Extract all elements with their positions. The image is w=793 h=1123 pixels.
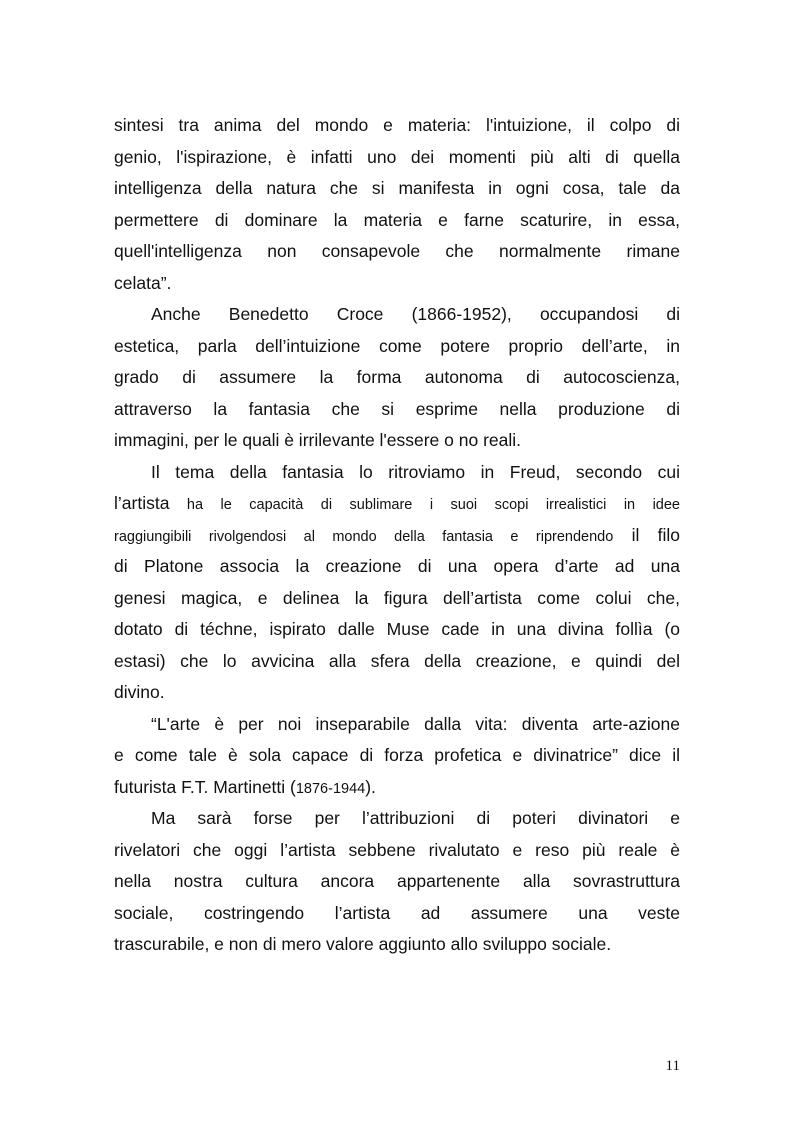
text-line: dotato di téchne, ispirato dalle Muse cade in una divina follìa (o <box>114 619 680 639</box>
text-line: estasi) che lo avvicina alla sfera della creazione, e quindi del <box>114 650 680 671</box>
text-segment: ). <box>365 776 376 797</box>
text-line <box>114 772 680 804</box>
text-line: quell'intelligenza non consapevole che normalmente rimane <box>114 241 680 261</box>
text-line <box>114 488 680 520</box>
text-segment: l’artista <box>114 493 170 513</box>
text-line: genio, l'ispirazione, è infatti uno dei momenti più alti di quella <box>114 146 680 167</box>
text-segment-small: 1876-1944 <box>295 780 366 797</box>
text-line: attraverso la fantasia che si esprime nella produzione di <box>114 398 680 419</box>
text-segment: il filo <box>613 524 680 545</box>
text-segment-small: ha le capacità di sublimare i suoi scopi irrealistici in idee <box>169 497 680 513</box>
text-line: nella nostra cultura ancora appartenente alla sovrastruttura <box>114 871 680 891</box>
text-segment-small: raggiungibili rivolgendosi al mondo della fantasia e riprendendo <box>114 528 614 545</box>
text-line: rivelatori che oggi l’artista sebbene rivalutato e reso più reale è <box>114 839 680 860</box>
text-line: sociale, costringendo l’artista ad assumere una veste <box>114 902 680 923</box>
page-number: 11 <box>665 1058 680 1074</box>
text-line: immagini, per le quali è irrilevante l'essere o no reali. <box>114 430 522 450</box>
text-line: Ma sarà forse per l’attribuzioni di poteri divinatori e <box>151 808 680 828</box>
text-line: genesi magica, e delinea la figura dell’artista come colui che, <box>114 587 680 608</box>
text-line: Anche Benedetto Croce (1866-1952), occupandosi di <box>151 304 680 324</box>
text-line: grado di assumere la forma autonoma di autocoscienza, <box>114 367 680 387</box>
text-line: divino. <box>114 682 165 702</box>
text-line: estetica, parla dell’intuizione come potere proprio dell’arte, in <box>114 335 680 356</box>
text-line <box>114 520 680 552</box>
text-line: sintesi tra anima del mondo e materia: l'intuizione, il colpo di <box>114 115 680 135</box>
text-line: Il tema della fantasia lo ritroviamo in Freud, secondo cui <box>151 461 680 482</box>
text-segment: futurista F.T. Martinetti ( <box>114 776 296 797</box>
text-line: permettere di dominare la materia e farne scaturire, in essa, <box>114 209 680 230</box>
text-line: trascurabile, e non di mero valore aggiunto allo sviluppo sociale. <box>114 934 612 954</box>
text-line: celata”. <box>114 272 172 293</box>
text-line: intelligenza della natura che si manifesta in ogni cosa, tale da <box>114 178 680 198</box>
body-text <box>114 110 680 961</box>
text-line: e come tale è sola capace di forza profetica e divinatrice” dice il <box>114 745 680 765</box>
text-line: “L'arte è per noi inseparabile dalla vita: diventa arte-azione <box>151 713 680 734</box>
text-line: di Platone associa la creazione di una opera d’arte ad una <box>114 556 680 576</box>
